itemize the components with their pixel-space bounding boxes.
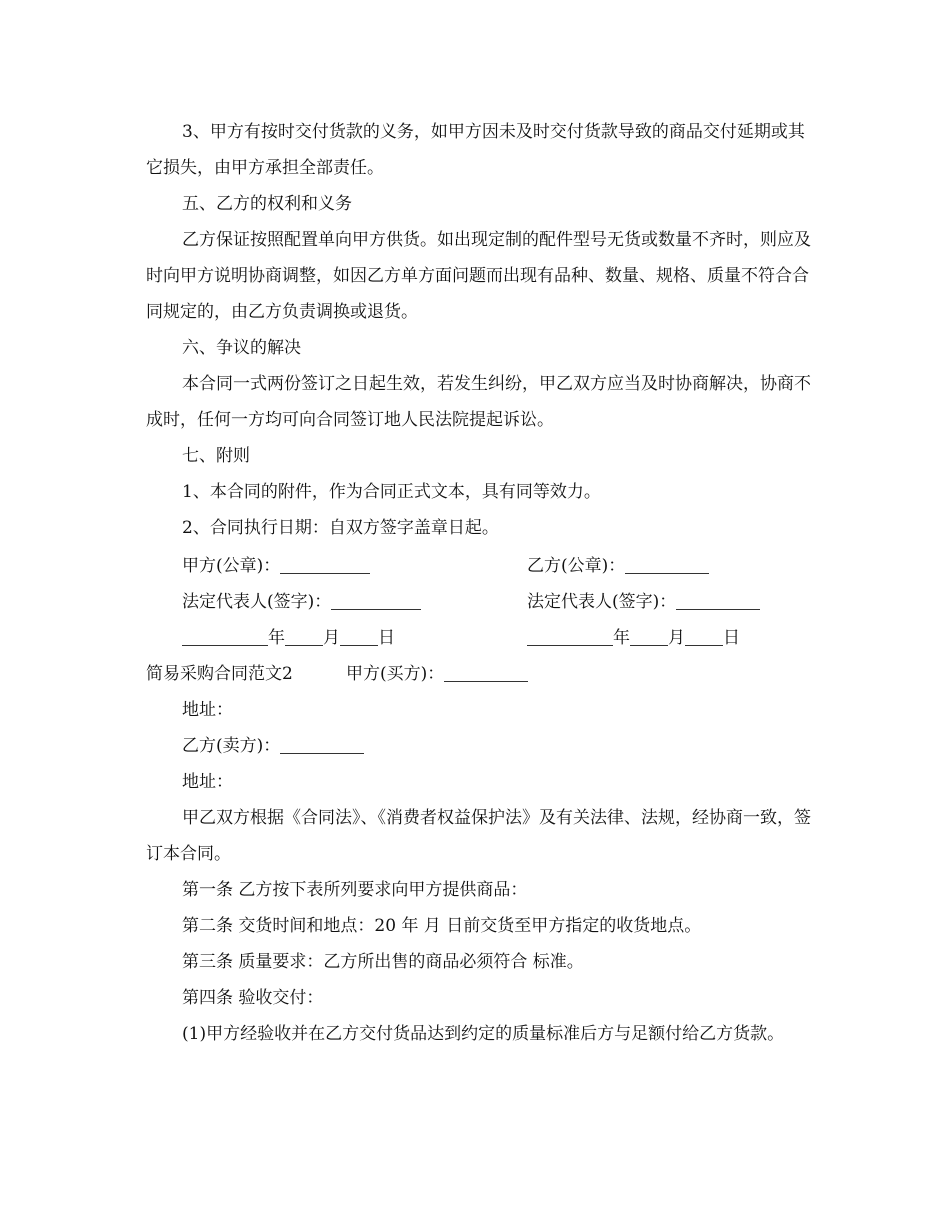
party-b-seal-label: 乙方(公章)： xyxy=(527,556,626,576)
party-a-seal-label: 甲方(公章)： xyxy=(182,556,281,576)
article-4: 第四条 验收交付： xyxy=(182,988,324,1008)
party-a-seal-blank xyxy=(280,557,370,574)
party-b-rep-line xyxy=(527,584,760,620)
article-3: 第三条 质量要求：乙方所出售的商品必须符合 标准。 xyxy=(182,952,584,972)
seller-label: 乙方(卖方)： xyxy=(182,736,281,756)
clause-3-paragraph: 3、甲方有按时交付货款的义务，如甲方因未及时交付货款导致的商品交付延期或其它损失，由甲方承担全部责任。 xyxy=(146,122,805,178)
party-b-rep-label: 法定代表人(签字)： xyxy=(527,592,677,612)
year-blank xyxy=(182,629,268,646)
seller-blank xyxy=(280,737,364,754)
article-1: 第一条 乙方按下表所列要求向甲方提供商品： xyxy=(182,880,528,900)
dispute-paragraph: 本合同一式两份签订之日起生效，若发生纠纷，甲乙双方应当及时协商解决，协商不成时，任何一方均可向合同签订地人民法院提起诉讼。 xyxy=(146,374,811,430)
year-label: 年 xyxy=(613,628,630,648)
buyer-line xyxy=(346,656,528,692)
month-label: 月 xyxy=(323,628,340,648)
party-b-seal-blank xyxy=(625,557,709,574)
party-a-date-line xyxy=(182,620,395,656)
party-a-seal-line xyxy=(182,548,370,584)
appendix-item-1: 1、本合同的附件，作为合同正式文本，具有同等效力。 xyxy=(182,482,601,502)
section-5-heading: 五、乙方的权利和义务 xyxy=(182,194,352,214)
party-b-rep-blank xyxy=(676,593,760,610)
day-blank xyxy=(685,629,723,646)
month-label: 月 xyxy=(668,628,685,648)
party-b-obligation-paragraph: 乙方保证按照配置单向甲方供货。如出现定制的配件型号无货或数量不齐时，则应及时向甲方说明协商调整，如因乙方单方面问题而出现有品种、数量、规格、质量不符合合同规定的，由乙方负责调换或退货。 xyxy=(146,230,811,322)
year-blank xyxy=(527,629,613,646)
section-7-heading: 七、附则 xyxy=(182,446,250,466)
article-2: 第二条 交货时间和地点：20 年 月 日前交货至甲方指定的收货地点。 xyxy=(182,916,702,936)
day-blank xyxy=(340,629,378,646)
month-blank xyxy=(630,629,668,646)
party-a-rep-line xyxy=(182,584,421,620)
party-b-seal-line xyxy=(527,548,709,584)
month-blank xyxy=(285,629,323,646)
party-b-date-line xyxy=(527,620,740,656)
preamble-paragraph: 甲乙双方根据《合同法》、《消费者权益保护法》及有关法律、法规，经协商一致，签订本合同。 xyxy=(146,808,811,864)
seller-address: 地址： xyxy=(182,772,233,792)
seller-line xyxy=(182,728,364,764)
party-a-rep-label: 法定代表人(签字)： xyxy=(182,592,332,612)
buyer-address: 地址： xyxy=(182,700,233,720)
appendix-item-2: 2、合同执行日期：自双方签字盖章日起。 xyxy=(182,518,499,538)
contract-2-title: 简易采购合同范文2 xyxy=(146,664,293,684)
acceptance-paragraph: (1)甲方经验收并在乙方交付货品达到约定的质量标准后方与足额付给乙方货款。 xyxy=(182,1024,785,1044)
day-label: 日 xyxy=(723,628,740,648)
section-6-heading: 六、争议的解决 xyxy=(182,338,301,358)
buyer-blank xyxy=(444,665,528,682)
year-label: 年 xyxy=(268,628,285,648)
buyer-label: 甲方(买方)： xyxy=(346,664,445,684)
day-label: 日 xyxy=(378,628,395,648)
party-a-rep-blank xyxy=(331,593,421,610)
